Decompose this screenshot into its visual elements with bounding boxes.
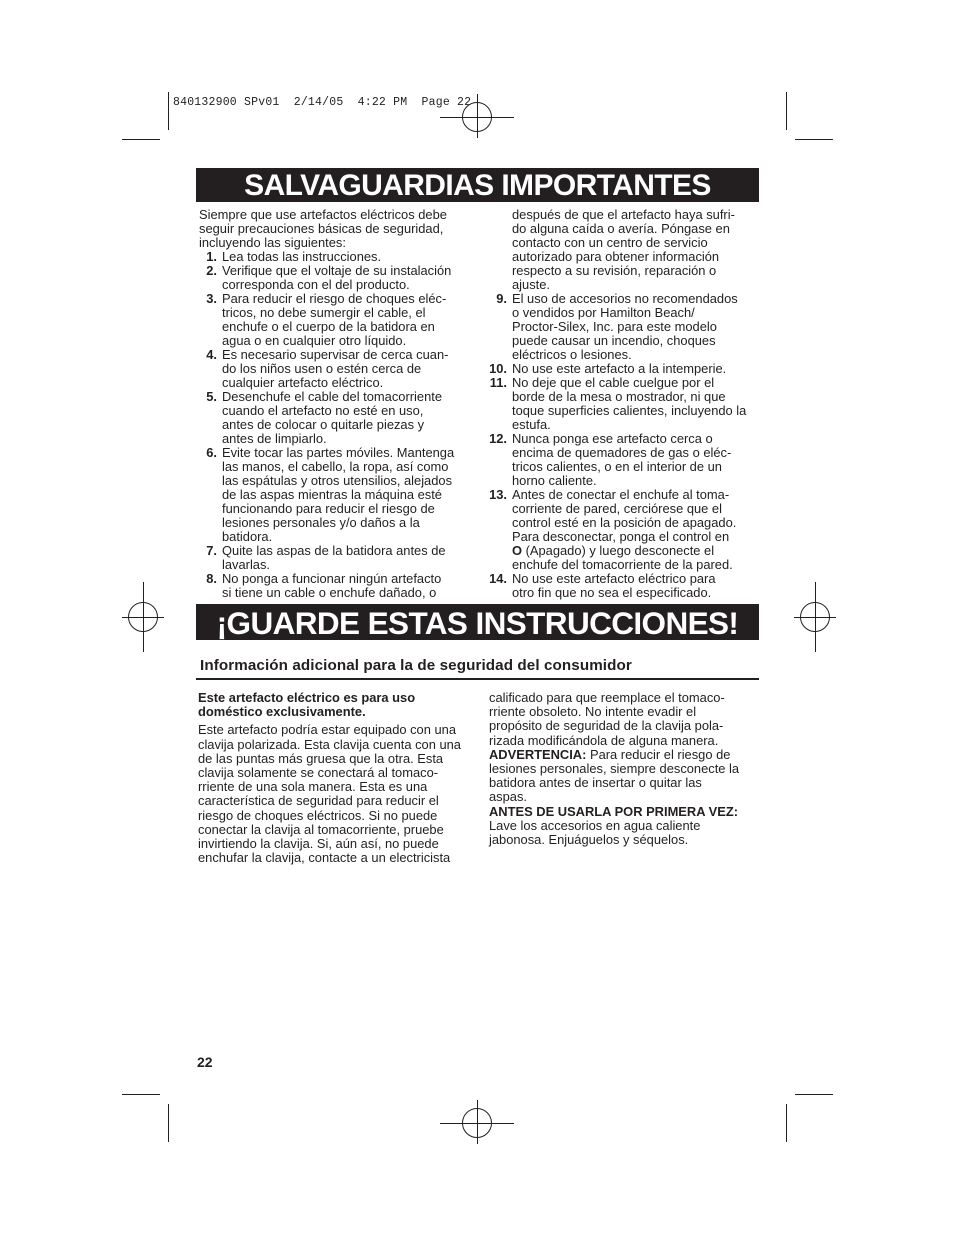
paragraph-line: batidora antes de insertar o quitar las	[489, 775, 702, 791]
item-line: de las aspas mientras la máquina esté	[222, 487, 442, 502]
item-line	[512, 544, 761, 558]
item-line: corriente de pared, cerciórese que el	[512, 501, 722, 516]
page-number: 22	[197, 1054, 213, 1070]
item-line: autorizado para obtener información	[512, 249, 720, 264]
item-line: Antes de conectar el enchufe al toma-	[512, 487, 730, 502]
crop-mark-bottom-right-h	[795, 1094, 833, 1095]
item-line: El uso de accesorios no recomendados	[512, 291, 738, 306]
item-line: batidora.	[222, 529, 273, 544]
safeguard-item-8-continued	[489, 208, 761, 292]
item-line: si tiene un cable o enchufe dañado, o	[222, 585, 437, 600]
safeguard-item-12	[489, 432, 761, 488]
item-line: respecto a su revisión, reparación o	[512, 263, 717, 278]
paragraph-line: característica de seguridad para reducir el	[198, 793, 439, 809]
paragraph-line: enchufar la clavija, contacte a un electricista	[198, 850, 451, 866]
paragraph-line: conectar la clavija al tomacorriente, pruebe	[198, 821, 444, 837]
intro-line: seguir precauciones básicas de seguridad,	[199, 221, 444, 236]
warning-paragraph	[489, 748, 761, 762]
item-number: 11.	[489, 375, 507, 390]
item-number: 3.	[206, 291, 217, 306]
item-line: encima de quemadores de gas o eléc-	[512, 445, 732, 460]
item-line: lavarlas.	[222, 557, 270, 572]
item-line: enchufe del tomacorriente de la pared.	[512, 557, 733, 572]
item-line: Lea todas las instrucciones.	[222, 249, 382, 264]
item-line: Desenchufe el cable del tomacorriente	[222, 389, 442, 404]
safeguard-item-1	[199, 250, 471, 264]
item-line: estufa.	[512, 417, 551, 432]
crop-mark-bottom-left-v	[168, 1104, 169, 1142]
item-line: do los niños usen o estén cerca de	[222, 361, 422, 376]
paragraph-line: de las puntas más gruesa que la otra. Esta	[198, 750, 444, 766]
paragraph-line: lesiones personales, siempre desconecte la	[489, 761, 740, 777]
item-line: otro fin que no sea el especificado.	[512, 585, 712, 600]
safeguard-item-14	[489, 572, 761, 600]
item-line: funcionando para reducir el riesgo de	[222, 501, 435, 516]
paragraph-line: clavija polarizada. Esta clavija cuenta con una	[198, 736, 461, 752]
consumer-safety-heading: Información adicional para la de seguridad del consumidor	[200, 657, 632, 674]
item-number: 4.	[206, 347, 217, 362]
paragraph-line: rriente de una sola manera. Esta es una	[198, 779, 428, 795]
item-line: Proctor-Silex, Inc. para este modelo	[512, 319, 717, 334]
item-line-rest: (Apagado) y luego desconecte el	[522, 543, 715, 558]
item-line: cualquier artefacto eléctrico.	[222, 375, 384, 390]
item-line: Para reducir el riesgo de choques eléc-	[222, 291, 447, 306]
safeguard-item-2	[199, 264, 471, 292]
polarized-plug-paragraph	[198, 723, 473, 865]
paragraph-line: Este artefacto podría estar equipado con una	[198, 722, 456, 738]
crop-mark-top-right-h	[795, 139, 833, 140]
crop-mark-top-left-v	[168, 92, 169, 130]
item-number: 8.	[206, 571, 217, 586]
paragraph-line: invirtiendo la clavija. Si, aún así, no puede	[198, 836, 439, 852]
paragraph-line: propósito de seguridad de la clavija pola-	[489, 718, 724, 734]
safeguard-item-10	[489, 362, 761, 376]
safeguard-item-7	[199, 544, 471, 572]
paragraph-line: aspas.	[489, 789, 527, 805]
item-line: antes de colocar o quitarle piezas y	[222, 417, 425, 432]
item-line: cuando el artefacto no esté en uso,	[222, 403, 424, 418]
item-line: No use este artefacto eléctrico para	[512, 571, 716, 586]
slug-line: 840132900 SPv01 2/14/05 4:22 PM Page 22	[173, 96, 472, 109]
paragraph-line: riesgo de choques eléctricos. Si no puede	[198, 807, 438, 823]
safeguard-item-9	[489, 292, 761, 362]
intro-line: incluyendo las siguientes:	[199, 235, 346, 250]
item-line: Nunca ponga ese artefacto cerca o	[512, 431, 713, 446]
item-line: después de que el artefacto haya sufri-	[512, 207, 735, 222]
safeguard-item-5	[199, 390, 471, 446]
item-line: agua o en cualquier otro líquido.	[222, 333, 407, 348]
item-number: 5.	[206, 389, 217, 404]
safeguard-item-8	[199, 572, 471, 600]
item-line: contacto con un centro de servicio	[512, 235, 708, 250]
off-symbol: O	[512, 543, 523, 558]
safeguard-item-11	[489, 376, 761, 432]
household-use-line: doméstico exclusivamente.	[198, 704, 366, 720]
item-line: tricos calientes, o en el interior de un	[512, 459, 722, 474]
consumer-info-column-right	[489, 691, 761, 847]
item-line: ajuste.	[512, 277, 550, 292]
item-line: eléctricos o lesiones.	[512, 347, 632, 362]
item-number: 7.	[206, 543, 217, 558]
item-number: 2.	[206, 263, 217, 278]
item-line: las manos, el cabello, la ropa, así como	[222, 459, 449, 474]
paragraph-line: Lave los accesorios en agua caliente	[489, 817, 701, 833]
item-line: horno caliente.	[512, 473, 597, 488]
item-line: enchufe o el cuerpo de la batidora en	[222, 319, 435, 334]
item-number: 1.	[206, 249, 217, 264]
crop-mark-bottom-left-h	[122, 1094, 160, 1095]
paragraph-line: clavija solamente se conectará al tomaco-	[198, 765, 439, 781]
item-line: Para desconectar, ponga el control en	[512, 529, 730, 544]
item-line: corresponda con el del producto.	[222, 277, 410, 292]
crop-mark-top-right-v	[786, 92, 787, 130]
item-line: No use este artefacto a la intemperie.	[512, 361, 727, 376]
safeguards-column-right	[489, 208, 761, 600]
safeguard-item-6	[199, 446, 471, 544]
save-instructions-banner: ¡GUARDE ESTAS INSTRUCCIONES!	[196, 604, 759, 640]
paragraph-line: rizada modificándola de alguna manera.	[489, 732, 719, 748]
crop-mark-bottom-right-v	[786, 1104, 787, 1142]
item-line: do alguna caída o avería. Póngase en	[512, 221, 730, 236]
title-banner: SALVAGUARDIAS IMPORTANTES	[196, 168, 759, 202]
safeguard-item-3	[199, 292, 471, 348]
first-use-label: ANTES DE USARLA POR PRIMERA VEZ:	[489, 803, 738, 819]
item-line: puede causar un incendio, choques	[512, 333, 716, 348]
item-line: control esté en la posición de apagado.	[512, 515, 737, 530]
consumer-info-column-left	[198, 691, 473, 865]
safeguard-item-4	[199, 348, 471, 390]
safeguards-column-left	[199, 208, 471, 600]
household-use-line: Este artefacto eléctrico es para uso	[198, 690, 416, 705]
warning-text: Para reducir el riesgo de	[586, 746, 731, 762]
item-number: 14.	[489, 571, 507, 586]
item-line: toque superficies calientes, incluyendo la	[512, 403, 747, 418]
item-line: No ponga a funcionar ningún artefacto	[222, 571, 442, 586]
item-number: 6.	[206, 445, 217, 460]
item-line: No deje que el cable cuelgue por el	[512, 375, 715, 390]
intro-line: Siempre que use artefactos eléctricos debe	[199, 207, 447, 222]
item-line: o vendidos por Hamilton Beach/	[512, 305, 695, 320]
crop-mark-top-left-h	[122, 139, 160, 140]
item-line: Es necesario supervisar de cerca cuan-	[222, 347, 449, 362]
warning-label: ADVERTENCIA:	[489, 746, 587, 762]
paragraph-line: rriente obsoleto. No intente evadir el	[489, 704, 697, 720]
item-line: Verifique que el voltaje de su instalación	[222, 263, 452, 278]
safeguard-item-13	[489, 488, 761, 572]
item-number: 13.	[489, 487, 507, 502]
item-number: 12.	[489, 431, 507, 446]
item-line: las espátulas y otros utensilios, alejados	[222, 473, 453, 488]
item-line: Evite tocar las partes móviles. Mantenga	[222, 445, 455, 460]
item-line: Quite las aspas de la batidora antes de	[222, 543, 446, 558]
item-line: borde de la mesa o mostrador, ni que	[512, 389, 726, 404]
item-line: tricos, no debe sumergir el cable, el	[222, 305, 426, 320]
heading-rule	[196, 678, 759, 680]
paragraph-line: jabonosa. Enjuáguelos y séquelos.	[489, 832, 689, 848]
item-line: lesiones personales y/o daños a la	[222, 515, 420, 530]
item-line: antes de limpiarlo.	[222, 431, 327, 446]
item-number: 10.	[489, 361, 507, 376]
item-number: 9.	[496, 291, 507, 306]
paragraph-line: calificado para que reemplace el tomaco-	[489, 690, 725, 705]
